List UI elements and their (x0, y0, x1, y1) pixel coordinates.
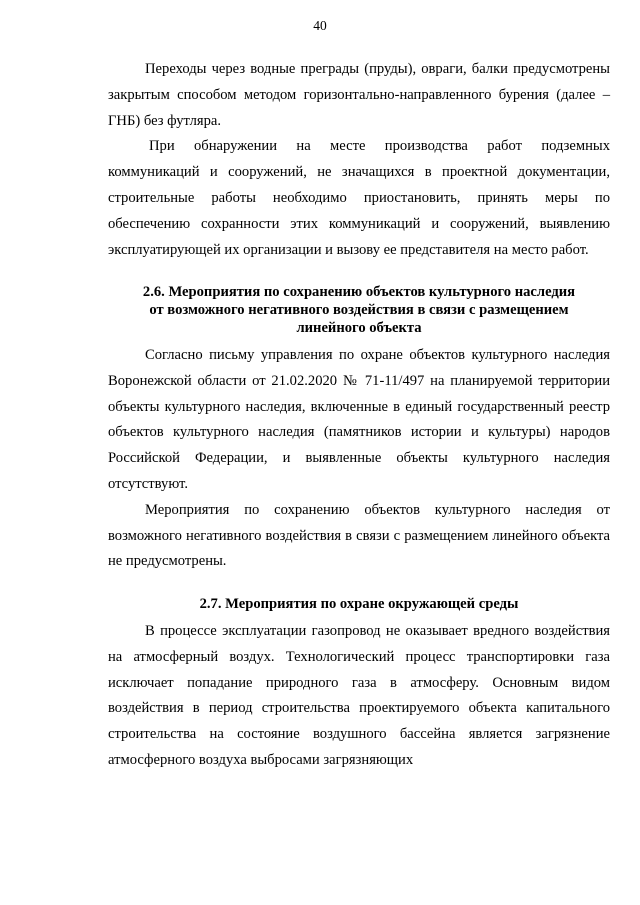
paragraph-crossings: Переходы через водные преграды (пруды), овраги, балки предусмотрены закрытым способом методом горизонтально-направленного бурения (далее – ГНБ) без футляра. (108, 61, 610, 129)
paragraph-discovery: При обнаружении на месте производства работ подземных коммуникаций и сооружений, не значащихся в проектной документации, строительные работы необходимо приостановить, принять меры по обеспечению сохранности этих коммуникаций и сооружений, выявлению эксплуатирующей их организации и вызову ее представителя на место работ. (108, 138, 610, 258)
section-2-6-body (108, 343, 610, 575)
section-2-7-body (108, 619, 610, 774)
paragraph-heritage-measures: Мероприятия по сохранению объектов культурного наследия от возможного негативного воздействия в связи с размещением линейного объекта не предусмотрены. (108, 501, 610, 570)
page-number: 40 (313, 18, 327, 33)
heading-line: линейного объекта (296, 320, 422, 336)
section-2-7-heading-block (108, 595, 610, 613)
heading-line: от возможного негативного воздействия в связи с размещением (149, 302, 569, 318)
paragraph-heritage-letter: Согласно письму управления по охране объектов культурного наследия Воронежской области от 21.02.2020 № 71-11/497 на планируемой территории объекты культурного наследия, включенные в единый государственный реестр объектов культурного наследия (памятников истории и культуры) народов Российской Федерации, и выявленные объекты культурного наследия отсутствуют. (108, 347, 610, 492)
heading-line: 2.6. Мероприятия по сохранению объектов культурного наследия (142, 284, 576, 300)
section-2-6-heading-block (108, 283, 610, 337)
section-2-6-heading (108, 283, 610, 337)
section-2-7-heading: 2.7. Мероприятия по охране окружающей среды (199, 596, 519, 612)
paragraph-environment: В процессе эксплуатации газопровод не оказывает вредного воздействия на атмосферный воздух. Технологический процесс транспортировки газа исключает попадание природного газа в атмосферу. Основным видом воздействия в период строительства проектируемого объекта капитального строительства на состояние воздушного бассейна является загрязнение атмосферного воздуха выбросами загрязняющих (108, 623, 610, 768)
intro-block (108, 57, 610, 263)
